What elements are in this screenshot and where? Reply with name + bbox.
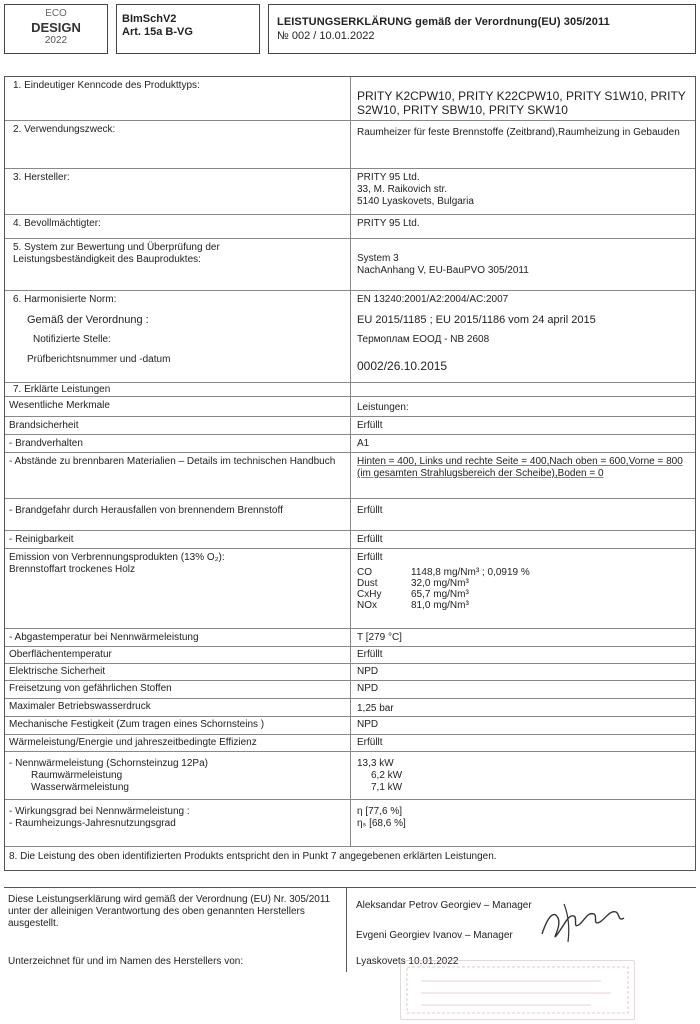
fuel-type: Brennstoffart trockenes Holz: [9, 564, 135, 575]
row-value: [357, 552, 693, 611]
emission-value: 1148,8 mg/Nm³ ; 0,0919 %: [411, 567, 530, 578]
row-nominal-output: [5, 752, 695, 800]
row-label: Gemäß der Verordnung :: [27, 314, 149, 326]
row-value: [357, 172, 693, 208]
row-distances: [5, 453, 695, 499]
row-authorised-rep: [5, 215, 695, 239]
system-value: System 3: [357, 253, 399, 264]
row-value: Erfüllt: [357, 505, 383, 516]
seasonal-efficiency-label: - Raumheizungs-Jahresnutzungsgrad: [9, 818, 176, 829]
row-label: [9, 758, 344, 794]
row-label: Freisetzung von gefährlichen Stoffen: [9, 683, 172, 694]
row-value: Leistungen:: [357, 402, 409, 413]
emissions-status: Erfüllt: [357, 552, 383, 563]
bimschv-line1: BImSchV2: [122, 13, 177, 25]
manufacturer-city: 5140 Lyaskovets, Bulgaria: [357, 196, 474, 207]
row-label: [13, 242, 348, 266]
row-label: 6. Harmonisierte Norm:: [13, 294, 117, 305]
footer-divider: [346, 888, 347, 972]
row-label: 2. Verwendungszweck:: [13, 124, 116, 135]
row-value: Erfüllt: [357, 737, 383, 748]
seasonal-efficiency-value: ηₛ [68,6 %]: [357, 818, 406, 829]
row-label: Wärmeleistung/Energie und jahreszeitbedingte Effizienz: [9, 737, 257, 748]
row-flue-temperature: [5, 629, 695, 647]
row-value: EN 13240:2001/A2:2004/AC:2007: [357, 294, 509, 305]
manufacturer-name: PRITY 95 Ltd.: [357, 172, 420, 183]
row-label: Notifizierte Stelle:: [33, 334, 111, 345]
emissions-values: [357, 567, 693, 611]
row-notified-body: [5, 331, 695, 351]
company-stamp: [400, 960, 635, 1020]
row-reaction-to-fire: [5, 435, 695, 453]
nominal-heat-output-value: 13,3 kW: [357, 758, 394, 769]
row-value: [357, 253, 693, 277]
manager-2: Evgeni Georgiev Ivanov – Manager: [356, 930, 513, 941]
emission-co: [357, 567, 693, 578]
row-value: Raumheizer für feste Brennstoffe (Zeitbrand),Raumheizung in Gebauden: [357, 127, 680, 138]
row-value: Hinten = 400, Links und rechte Seite = 400,Nach oben = 600,Vorne = 800 (im gesamten Strahlugsbereich der Scheibe),Boden = 0: [357, 456, 683, 479]
row-intended-use: [5, 121, 695, 169]
row-value: Erfüllt: [357, 420, 383, 431]
row-value: PRITY 95 Ltd.: [357, 218, 420, 229]
emission-value: 81,0 mg/Nm³: [411, 600, 469, 611]
row-label: 4. Bevollmächtigter:: [13, 218, 101, 229]
row-value: [357, 758, 693, 794]
row-product-type: [5, 77, 695, 121]
emissions-title: Emission von Verbrennungsprodukten (13% O₂):: [9, 552, 225, 563]
space-heat-output-value: 6,2 kW: [371, 770, 403, 781]
handwritten-signature: [534, 896, 634, 946]
row-essential-characteristics: [5, 397, 695, 417]
water-heat-output-label: Wasserwärmeleistung: [31, 782, 129, 793]
row-dangerous-substances: [5, 681, 695, 699]
signature-footer: [4, 887, 696, 971]
row-label: - Brandverhalten: [9, 438, 83, 449]
bimschv-badge: [116, 4, 260, 54]
nominal-heat-output-label: - Nennwärmeleistung (Schornsteinzug 12Pa): [9, 758, 208, 769]
row-regulation: [5, 311, 695, 331]
declaration-title-box: [268, 4, 696, 54]
emission-value: 65,7 mg/Nm³: [411, 589, 469, 600]
emission-nox: [357, 600, 693, 611]
emission-value: 32,0 mg/Nm³: [411, 578, 469, 589]
declaration-title: LEISTUNGSERKLÄRUNG gemäß der Verordnung(EU) 305/2011: [277, 16, 610, 28]
row-value: 1,25 bar: [357, 703, 394, 714]
manager-1: Aleksandar Petrov Georgiev – Manager: [356, 900, 532, 911]
document-header: [4, 4, 696, 54]
row-efficiency: [5, 800, 695, 847]
row-label: - Brandgefahr durch Herausfallen von brennendem Brennstoff: [9, 505, 283, 516]
row-thermal-output: [5, 735, 695, 752]
stamp-icon: [401, 961, 634, 1019]
row-label: - Abstände zu brennbaren Materialien – Details im technischen Handbuch: [9, 456, 336, 467]
row-value: NPD: [357, 719, 379, 730]
row-value: Erfüllt: [357, 534, 383, 545]
row-label: - Abgastemperatur bei Nennwärmeleistung: [9, 632, 199, 643]
row-declared-performance: [5, 383, 695, 397]
row-label: [9, 806, 344, 830]
row-burning-fuel: [5, 499, 695, 531]
row-label-line2: Leistungsbeständigkeit des Bauproduktes:: [13, 254, 201, 265]
manufacturer-street: 33, M. Raikovich str.: [357, 184, 448, 195]
row-value: Erfüllt: [357, 649, 383, 660]
row-value: NPD: [357, 683, 379, 694]
row-fire-safety: [5, 417, 695, 435]
declaration-number: № 002 / 10.01.2022: [277, 30, 375, 42]
declaration-table: [4, 76, 696, 871]
emission-key: NOx: [357, 600, 377, 611]
row-value: 0002/26.10.2015: [357, 359, 448, 373]
system-annex: NachAnhang V, EU-BauPVO 305/2011: [357, 265, 529, 276]
row-manufacturer: [5, 169, 695, 215]
row-harmonised-norm: [5, 291, 695, 311]
row-value: [357, 806, 693, 830]
row-label: 1. Eindeutiger Kenncode des Produkttyps:: [13, 80, 200, 91]
emission-key: CxHy: [357, 589, 382, 600]
row-label: Mechanische Festigkeit (Zum tragen eines Schornsteins ): [9, 719, 265, 730]
responsibility-statement: Diese Leistungserklärung wird gemäß der Verordnung (EU) Nr. 305/2011 unter der alleinigen Verantwortung des oben genannten Herstellers ausgestellt.: [8, 894, 331, 929]
row-value: Термоплам ЕООД - NB 2608: [357, 334, 490, 345]
row-conformity-statement: [5, 847, 695, 871]
water-heat-output-value: 7,1 kW: [371, 782, 403, 793]
row-label: Oberflächentemperatur: [9, 649, 112, 660]
row-label: Wesentliche Merkmale: [9, 400, 110, 411]
efficiency-value: η [77,6 %]: [357, 806, 403, 817]
row-label: Maximaler Betriebswasserdruck: [9, 701, 151, 712]
emission-dust: [357, 578, 693, 589]
emission-key: CO: [357, 567, 372, 578]
row-label: Prüfberichtsnummer und -datum: [27, 354, 171, 365]
signed-for-label: Unterzeichnet für und im Namen des Herstellers von:: [8, 956, 244, 967]
row-value: PRITY K2CPW10, PRITY K22CPW10, PRITY S1W10, PRITY S2W10, PRITY SBW10, PRITY SKW10: [357, 89, 686, 117]
row-label: [9, 552, 344, 576]
row-cleanability: [5, 531, 695, 549]
row-label: 3. Hersteller:: [13, 172, 70, 183]
row-label: Elektrische Sicherheit: [9, 666, 106, 677]
bimschv-line2: Art. 15a B-VG: [122, 26, 193, 38]
ecodesign-line2: DESIGN: [31, 20, 81, 35]
row-label: 8. Die Leistung des oben identifizierten Produkts entspricht den in Punkt 7 angegebenen erklärten Leistungen.: [9, 851, 497, 862]
row-mechanical-strength: [5, 717, 695, 735]
row-label: 7. Erklärte Leistungen: [13, 384, 111, 395]
emission-cxhy: [357, 589, 693, 600]
row-surface-temperature: [5, 647, 695, 664]
row-value: T [279 °C]: [357, 632, 402, 643]
ecodesign-year: 2022: [44, 35, 68, 46]
row-assessment-system: [5, 239, 695, 291]
row-label: - Reinigbarkeit: [9, 534, 74, 545]
emission-key: Dust: [357, 578, 378, 589]
row-value: EU 2015/1185 ; EU 2015/1186 vom 24 april 2015: [357, 314, 596, 326]
row-label-line1: 5. System zur Bewertung und Überprüfung der: [13, 242, 220, 253]
ecodesign-badge: [4, 4, 108, 54]
row-water-pressure: [5, 699, 695, 717]
row-label: Brandsicherheit: [9, 420, 79, 431]
row-value: A1: [357, 438, 370, 449]
row-electrical-safety: [5, 664, 695, 681]
row-test-report: [5, 351, 695, 383]
place-and-date: Lyaskovets 10.01.2022: [356, 956, 459, 967]
row-emissions: [5, 549, 695, 629]
efficiency-label: - Wirkungsgrad bei Nennwärmeleistung :: [9, 806, 190, 817]
space-heat-output-label: Raumwärmeleistung: [31, 770, 123, 781]
ecodesign-line1: ECO: [45, 8, 67, 19]
row-value: NPD: [357, 666, 379, 677]
